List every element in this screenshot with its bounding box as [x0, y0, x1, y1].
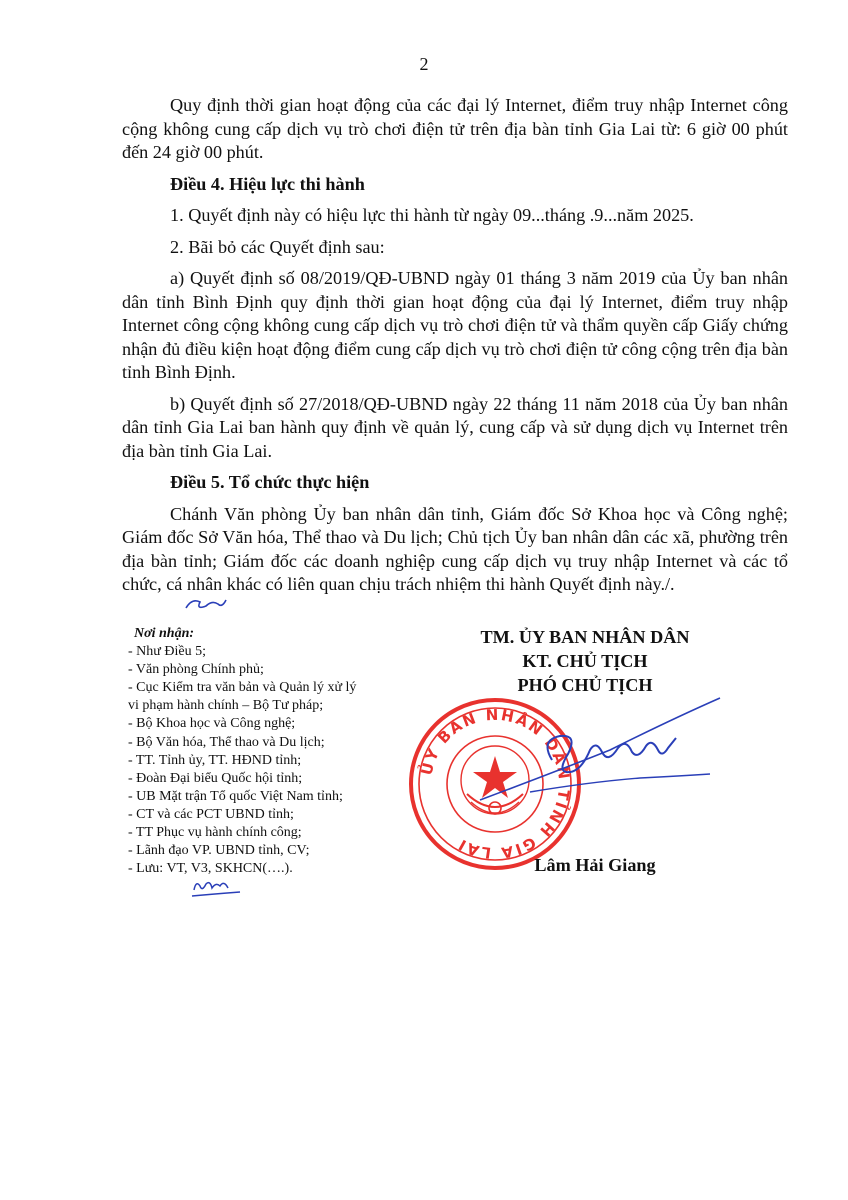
- paragraph-implementation: Chánh Văn phòng Ủy ban nhân dân tỉnh, Giám đốc Sở Khoa học và Công nghệ; Giám đốc Sở Văn hóa, Thể thao và Du lịch; Chủ tịch Ủy ban nhân dân các xã, phường trên địa bàn tỉnh; Giám đốc các doanh nghiệp cung cấp dịch vụ truy nhập Internet và các tổ chức, cá nhân khác có liên quan chịu trách nhiệm thi hành Quyết định này./.: [122, 503, 788, 594]
- paragraph-repeal-a: a) Quyết định số 08/2019/QĐ-UBND ngày 01 tháng 3 năm 2019 của Ủy ban nhân dân tỉnh Bình Định quy định thời gian hoạt động của đại lý Internet, điểm truy nhập Internet công cộng không cung cấp dịch vụ trò chơi điện tử và thẩm quyền cấp Giấy chứng nhận đủ điều kiện hoạt động điểm cung cấp dịch vụ trò chơi điện tử công cộng trên địa bàn tỉnh Bình Định.: [122, 268, 788, 382]
- paragraph-operating-hours: Quy định thời gian hoạt động của các đại lý Internet, điểm truy nhập Internet công cộng không cung cấp dịch vụ trò chơi điện tử trên địa bàn tỉnh Gia Lai từ: 6 giờ 00 phút đến 24 giờ 00 phút.: [122, 95, 788, 162]
- recipient-item: - Lãnh đạo VP. UBND tỉnh, CV;: [128, 843, 310, 859]
- recipient-item: - Như Điều 5;: [128, 644, 206, 660]
- handwritten-signature-icon: [470, 690, 730, 810]
- recipient-item: - Bộ Văn hóa, Thể thao và Du lịch;: [128, 734, 325, 750]
- signature-block: [440, 625, 730, 697]
- paragraph-repeal-b: b) Quyết định số 27/2018/QĐ-UBND ngày 22 tháng 11 năm 2018 của Ủy ban nhân dân tỉnh Gia Lai ban hành quy định về quản lý, cung cấp và sử dụng dịch vụ Internet trên địa bàn tỉnh Gia Lai.: [122, 393, 788, 461]
- recipient-item: - TT Phục vụ hành chính công;: [128, 825, 302, 841]
- recipient-item: - Lưu: VT, V3, SKHCN(….).: [128, 861, 293, 877]
- recipients-title: Nơi nhận:: [134, 626, 195, 641]
- document-body: [122, 94, 788, 605]
- signature-title-3: PHÓ CHỦ TỊCH: [517, 675, 653, 695]
- recipient-item: - Bộ Khoa học và Công nghệ;: [128, 716, 296, 732]
- recipient-item: - UB Mặt trận Tổ quốc Việt Nam tỉnh;: [128, 788, 343, 804]
- recipient-item: - Đoàn Đại biểu Quốc hội tỉnh;: [128, 770, 303, 786]
- heading-article-5: Điều 5. Tổ chức thực hiện: [170, 472, 370, 492]
- recipient-item: - CT và các PCT UBND tỉnh;: [128, 806, 294, 822]
- paragraph-repeal-intro: 2. Bãi bỏ các Quyết định sau:: [170, 236, 385, 257]
- paragraph-effective-date: 1. Quyết định này có hiệu lực thi hành từ ngày 09...tháng .9...năm 2025.: [170, 205, 694, 225]
- svg-text:ỦY BAN NHÂN DÂN TỈNH GIA LAI: ỦY BAN NHÂN DÂN TỈNH GIA LAI: [417, 705, 574, 863]
- recipient-item: - Văn phòng Chính phủ;: [128, 662, 264, 678]
- recipients-list: [128, 625, 408, 878]
- signature-title-2: KT. CHỦ TỊCH: [522, 651, 648, 671]
- heading-article-4: Điều 4. Hiệu lực thi hành: [170, 173, 365, 194]
- initial-signature-icon: [188, 876, 244, 900]
- recipient-item: vi phạm hành chính – Bộ Tư pháp;: [128, 698, 324, 714]
- page-number: 2: [419, 54, 429, 74]
- signature-title-1: TM. ỦY BAN NHÂN DÂN: [480, 627, 690, 647]
- recipient-item: - TT. Tỉnh ủy, TT. HĐND tỉnh;: [128, 752, 302, 768]
- signer-name: Lâm Hải Giang: [534, 855, 656, 875]
- initial-mark-icon: [182, 594, 228, 616]
- recipient-item: - Cục Kiểm tra văn bản và Quản lý xử lý: [128, 680, 357, 696]
